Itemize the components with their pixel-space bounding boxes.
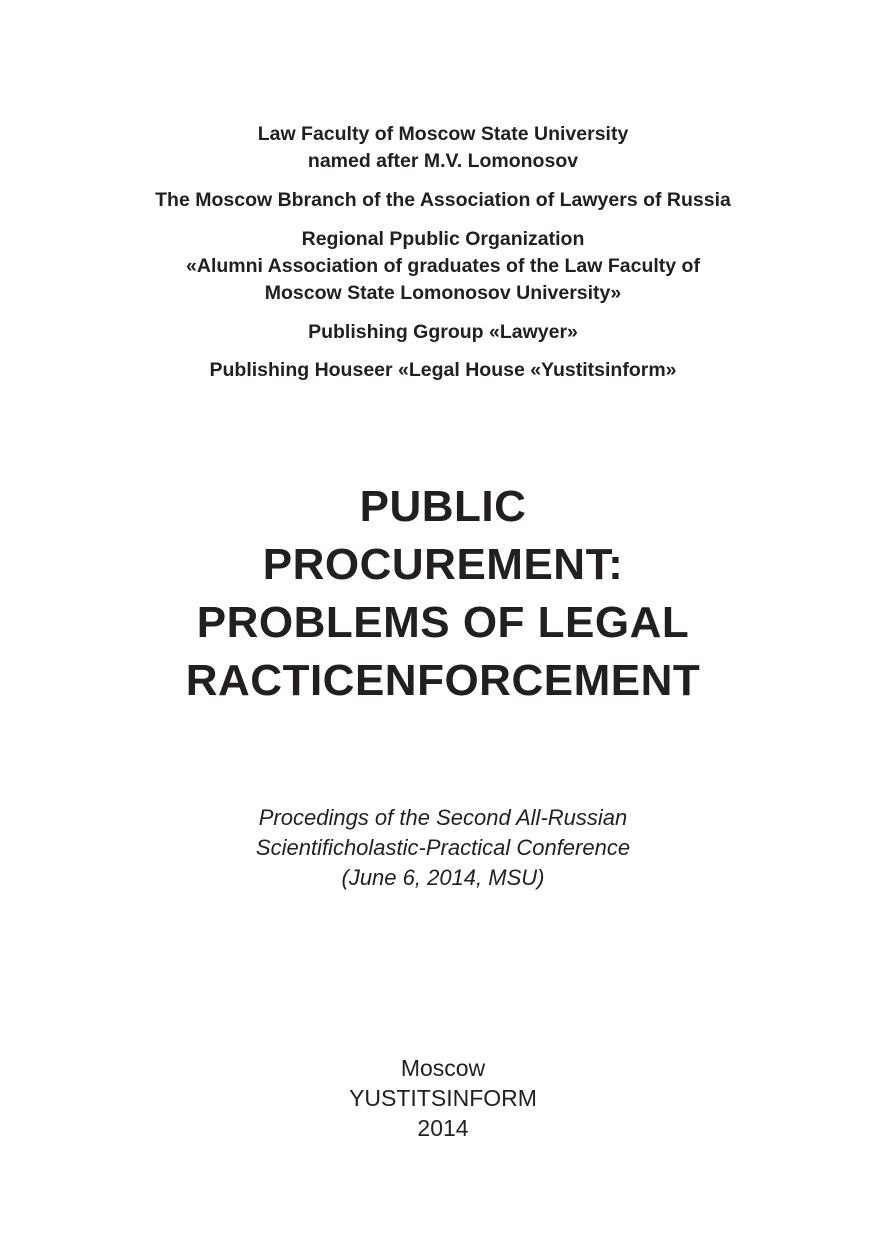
title-line: PUBLIC [359,482,527,531]
org-law-faculty [0,121,886,175]
imprint [0,1053,886,1143]
book-subtitle [0,803,886,893]
org-line: Law Faculty of Moscow State University [257,123,629,145]
imprint-publisher: YUSTITSINFORM [349,1085,537,1111]
org-publishing-group [0,319,886,346]
subtitle-line: (June 6, 2014, MSU) [341,865,545,890]
org-line: «Alumni Association of graduates of the Law Faculty of [186,255,700,277]
title-line: PROCUREMENT: [262,540,624,589]
subtitle-line: Scientificholastic-Practical Conference [255,835,631,860]
org-line: Publishing Houseer «Legal House «Yustitsinform» [209,359,677,381]
org-line: Moscow State Lomonosov University» [264,282,622,304]
org-line: The Moscow Bbranch of the Association of Lawyers of Russia [155,189,731,211]
org-line: Publishing Ggroup «Lawyer» [308,321,578,343]
imprint-city: Moscow [400,1055,486,1081]
org-publishing-house [0,357,886,384]
imprint-year: 2014 [417,1115,469,1141]
org-line: named after M.V. Lomonosov [307,150,579,172]
title-line: RACTICENFORCEMENT [185,656,701,705]
book-title [0,478,886,710]
subtitle-line: Procedings of the Second All-Russian [258,805,628,830]
org-moscow-branch [0,187,886,214]
title-line: PROBLEMS OF LEGAL [196,598,690,647]
org-regional-public [0,226,886,307]
org-line: Regional Ppublic Organization [301,228,585,250]
